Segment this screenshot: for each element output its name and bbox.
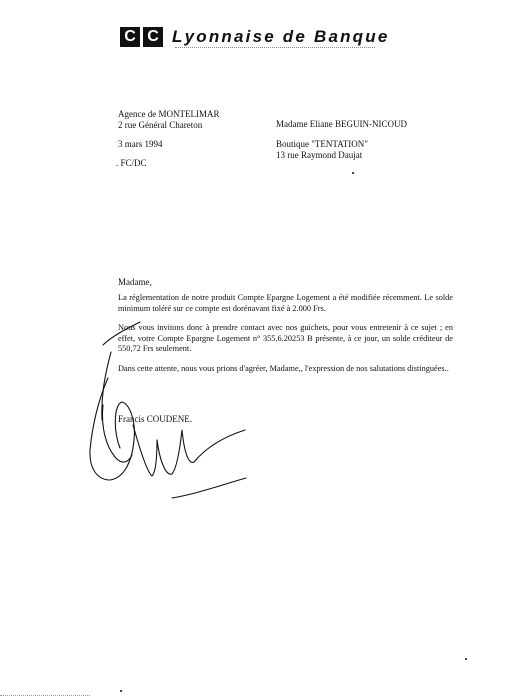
scan-speck — [465, 658, 467, 660]
paragraph-text: La réglementation de notre produit Compte Epargne Logement a été modifiée récemment. Le solde minimum toléré sur ce compte est dorénavant fixé à 2.000 Frs. — [118, 293, 453, 313]
salutation: Madame, — [118, 277, 152, 287]
scan-edge-marks — [0, 695, 90, 696]
scan-speck — [120, 690, 122, 692]
paragraph-text: Nous vous invitons donc à prendre contact avec nos guichets, pour vous entretenir à ce sujet ; en effet, votre Compte Epargne Logement n° 355.6.20253 B présente, à ce jour, un solde créditeur de 550,72 Frs seulement. — [118, 323, 453, 353]
sender-agency: Agence de MONTELIMAR — [118, 109, 220, 119]
letter-reference: . FC/DC — [116, 158, 147, 168]
paragraph-text: Dans cette attente, nous vous prions d'agréer, Madame,, l'expression de nos salutations distinguées.. — [118, 364, 449, 373]
logo-box-c2: C — [143, 27, 163, 47]
scan-speck — [352, 172, 354, 174]
letter-date: 3 mars 1994 — [118, 139, 163, 149]
recipient-name: Madame Eliane BEGUIN-NICOUD — [276, 119, 407, 129]
bank-name: Lyonnaise de Banque — [172, 27, 390, 46]
sender-street: 2 rue Général Chareton — [118, 120, 203, 130]
recipient-street: 13 rue Raymond Daujat — [276, 150, 363, 160]
logo-box-c1: C — [120, 27, 140, 47]
signatory-name: Francis COUDENE. — [118, 414, 192, 424]
recipient-shop: Boutique "TENTATION" — [276, 139, 368, 149]
